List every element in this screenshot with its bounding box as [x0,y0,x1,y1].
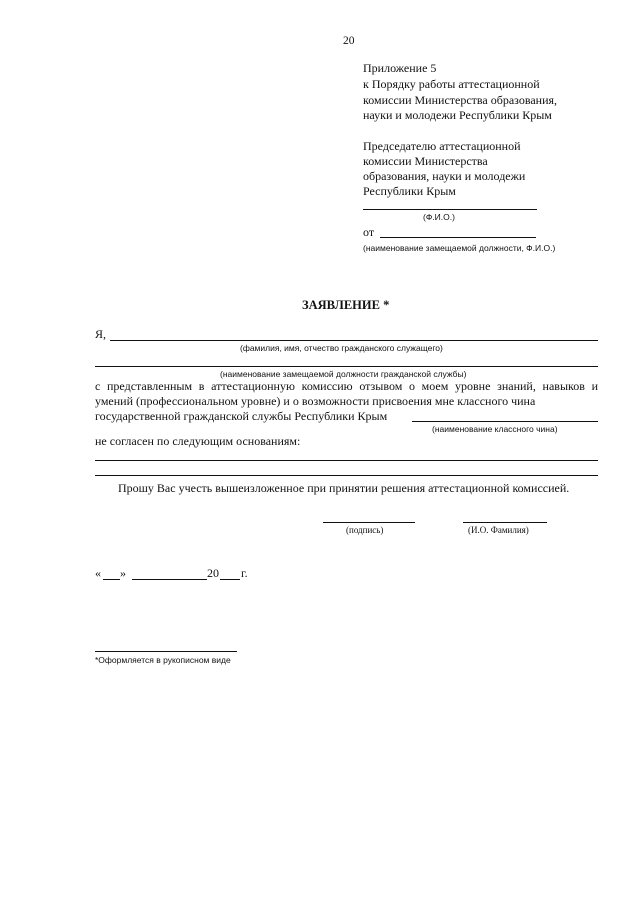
date-close-quote: » [120,566,126,580]
rank-line [412,421,598,422]
reason-line-1 [95,460,598,461]
paragraph-review: с представленным в аттестационную комиссию отзывом о моем уровне знаний, навыков и умений (профессиональном уровне) и о возможности присвоения мне классного чина [95,379,598,408]
ya-label: Я, [95,327,107,341]
footnote-text: *Оформляется в рукописном виде [95,655,231,665]
appendix-line-2: комиссии Министерства образования, [363,93,558,107]
from-label: от [363,225,375,239]
addressee-line-3: образования, науки и молодежи [363,169,526,183]
position-line [95,366,598,367]
request-paragraph: Прошу Вас учесть вышеизложенное при принятии решения аттестационной комиссией. [118,481,570,495]
statement-title: ЗАЯВЛЕНИЕ * [302,298,390,312]
appendix-title: Приложение 5 [363,61,437,75]
reason-line-2 [95,475,598,476]
position-caption: (наименование замещаемой должности гражданской службы) [220,369,467,379]
signature-caption: (подпись) [346,525,384,535]
addressee-line-4: Республики Крым [363,184,456,198]
name-caption: (фамилия, имя, отчество гражданского служащего) [240,343,443,353]
fio-line [363,209,537,210]
page-number: 20 [343,35,355,47]
date-month-line [132,579,207,580]
initials-caption: (И.О. Фамилия) [468,525,529,535]
addressee-line-1: Председателю аттестационной [363,139,521,153]
from-caption: (наименование замещаемой должности, Ф.И.О.) [363,243,556,253]
fio-caption: (Ф.И.О.) [423,212,455,222]
addressee-line-2: комиссии Министерства [363,154,488,168]
rank-caption: (наименование классного чина) [432,424,558,434]
paragraph-review-last: государственной гражданской службы Республики Крым [95,409,388,423]
date-day-line [103,579,120,580]
appendix-line-1: к Порядку работы аттестационной [363,77,540,91]
date-year-prefix: 20 [207,566,219,580]
date-year-suffix: г. [241,566,248,580]
from-line [380,237,536,238]
date-year-line [220,579,240,580]
appendix-line-3: науки и молодежи Республики Крым [363,108,552,122]
initials-line [463,522,547,523]
disagree-text: не согласен по следующим основаниям: [95,434,301,448]
name-line [110,340,598,341]
date-open-quote: « [95,566,101,580]
footnote-separator [95,651,237,652]
signature-line [323,522,415,523]
